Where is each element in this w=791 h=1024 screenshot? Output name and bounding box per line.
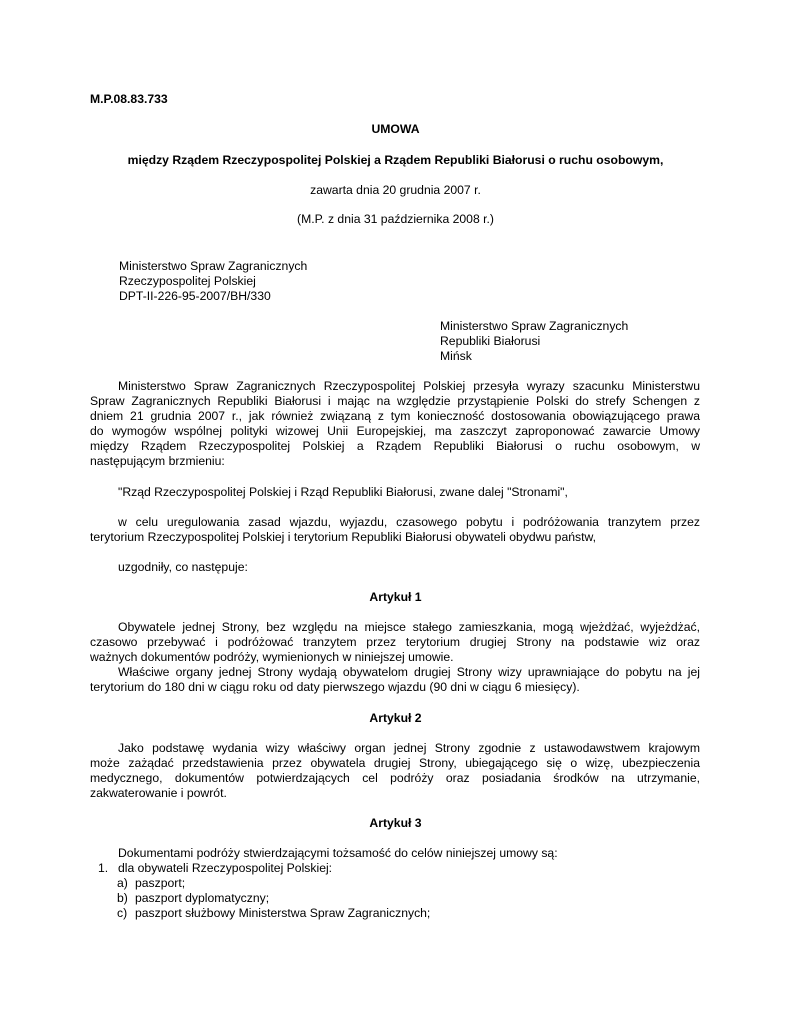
article-1-body	[90, 620, 700, 695]
sender-block	[119, 259, 307, 304]
recipient-line: Ministerstwo Spraw Zagranicznych	[440, 319, 629, 333]
document-title: UMOWA	[371, 122, 420, 136]
sub-list-text: paszport;	[135, 876, 186, 890]
recipient-line: Mińsk	[440, 349, 472, 363]
sub-list-item	[0, 876, 791, 891]
sender-line: Rzeczypospolitej Polskiej	[119, 274, 256, 288]
article-1-heading: Artykuł 1	[369, 590, 422, 604]
paragraph-line: terytorium do 180 dni w ciągu roku od daty pierwszego wjazdu (90 dni w ciągu 6 miesięcy).	[90, 680, 580, 694]
paragraph-line: dniem 21 grudnia 2007 r., jak również związaną z tym konieczność dostosowania obowiązującego prawa	[90, 409, 700, 423]
document-reference: M.P.08.83.733	[90, 92, 168, 106]
sub-list-text: paszport dyplomatyczny;	[135, 891, 270, 905]
article-3-heading: Artykuł 3	[369, 816, 422, 830]
article-2-heading: Artykuł 2	[369, 711, 422, 725]
sender-line: Ministerstwo Spraw Zagranicznych	[119, 259, 308, 273]
paragraph-line: w celu uregulowania zasad wjazdu, wyjazdu, czasowego pobytu i podróżowania tranzytem przez	[118, 515, 700, 529]
paragraph-line: Ministerstwo Spraw Zagranicznych Rzeczypospolitej Polskiej przesyła wyrazy szacunku Ministerstwu	[118, 379, 700, 393]
paragraph-line: Jako podstawę wydania wizy właściwy organ jednej Strony zgodnie z ustawodawstwem krajowym	[118, 741, 700, 755]
paragraph-line: ważnych dokumentów podróży, wymienionych w niniejszej umowie.	[90, 650, 454, 664]
sub-list-item	[0, 891, 791, 906]
preamble-quote: "Rząd Rzeczypospolitej Polskiej i Rząd Republiki Białorusi, zwane dalej "Stronami",	[118, 485, 568, 499]
paragraph-line: może zażądać przedstawienia przez obywatela drugiej Strony, ubiegającego się o wizę, ubezpieczenia	[90, 756, 700, 770]
article-3-intro: Dokumentami podróży stwierdzającymi tożsamość do celów niniejszej umowy są:	[118, 846, 558, 860]
paragraph-line: terytorium Rzeczypospolitej Polskiej i terytorium Republiki Białorusi obywateli obydwu państw,	[90, 530, 596, 544]
purpose-paragraph	[90, 515, 700, 545]
list-text: dla obywateli Rzeczypospolitej Polskiej:	[118, 861, 333, 875]
paragraph-line: Spraw Zagranicznych Republiki Białorusi i mając na względzie przystąpienie Polski do strefy Schengen z	[90, 394, 700, 408]
article-2-body	[90, 741, 700, 801]
sub-list-marker: c)	[117, 906, 128, 920]
paragraph-line: do wymogów wspólnej polityki wizowej Unii Europejskiej, ma zaszczyt zaproponować zawarcie Umowy	[90, 424, 700, 438]
intro-paragraph	[90, 379, 700, 469]
sub-list-text: paszport służbowy Ministerstwa Spraw Zagranicznych;	[135, 906, 431, 920]
paragraph-line: Obywatele jednej Strony, bez względu na miejsce stałego zamieszkania, mogą wjeżdżać, wyjeżdżać,	[118, 620, 700, 634]
recipient-block	[440, 319, 628, 364]
paragraph-line: zakwaterowanie i powrót.	[90, 786, 227, 800]
sender-line: DPT-II-226-95-2007/BH/330	[119, 289, 271, 303]
agreed-line: uzgodniły, co następuje:	[118, 560, 248, 574]
recipient-line: Republiki Białorusi	[440, 334, 541, 348]
publication-note: (M.P. z dnia 31 października 2008 r.)	[297, 212, 494, 226]
paragraph-line: medycznego, dokumentów potwierdzających cel podróży oraz posiadania środków na utrzymanie,	[90, 771, 700, 785]
paragraph-line: następującym brzmieniu:	[90, 454, 225, 468]
conclusion-date: zawarta dnia 20 grudnia 2007 r.	[310, 183, 481, 197]
list-number: 1.	[98, 861, 109, 875]
document-subtitle: między Rządem Rzeczypospolitej Polskiej a Rządem Republiki Białorusi o ruchu osobowym,	[127, 153, 664, 167]
paragraph-line: między Rządem Rzeczypospolitej Polskiej a Rządem Republiki Białorusi o ruchu osobowym, w	[90, 439, 700, 453]
sub-list-marker: a)	[117, 876, 128, 890]
paragraph-line: czasowo przebywać i podróżować tranzytem przez terytorium drugiej Strony na podstawie wiz oraz	[90, 635, 700, 649]
paragraph-line: Właściwe organy jednej Strony wydają obywatelom drugiej Strony wizy uprawniające do pobytu na jej	[118, 665, 700, 679]
list-item	[0, 861, 791, 876]
sub-list-item	[0, 906, 791, 921]
sub-list-marker: b)	[117, 891, 128, 905]
